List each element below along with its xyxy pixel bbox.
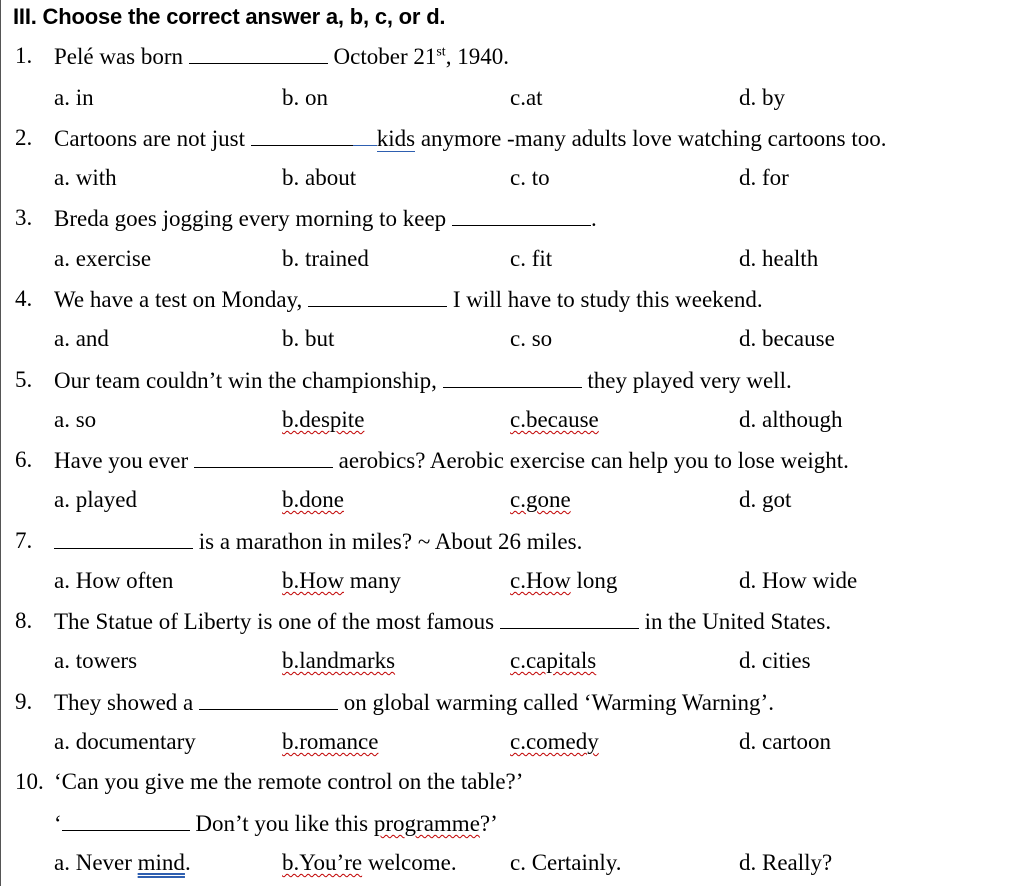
option-b: b. trained: [282, 246, 369, 271]
question-2: [1, 123, 1024, 153]
option-c: c.capitals: [510, 648, 597, 673]
options-1: [1, 83, 1024, 113]
option-d: d. cities: [739, 648, 811, 673]
option-b: b.How many: [282, 568, 401, 593]
option-b: b.done: [282, 487, 344, 512]
question-stem: We have a test on Monday, I will have to study this weekend.: [54, 284, 763, 315]
option-a: a. and: [54, 326, 109, 351]
question-9: [1, 687, 1024, 717]
option-a: a. exercise: [54, 246, 152, 271]
question-stem: Our team couldn’t win the championship, they played very well.: [54, 365, 792, 396]
question-7: [1, 526, 1024, 556]
option-b: b.despite: [282, 407, 365, 432]
option-a: a. towers: [54, 648, 138, 673]
option-c: c.comedy: [510, 729, 599, 754]
answer-blank: [500, 606, 639, 629]
option-b: b.You’re welcome.: [282, 850, 457, 875]
option-b: b.romance: [282, 729, 379, 754]
question-number: 5.: [15, 367, 33, 392]
answer-blank: [443, 365, 582, 388]
option-a: a. with: [54, 165, 117, 190]
question-number: 10.: [15, 769, 44, 794]
options-2: [1, 163, 1024, 193]
option-a: a. played: [54, 487, 138, 512]
option-c: c. Certainly.: [510, 850, 622, 875]
option-a: a. Never mind.: [54, 850, 191, 875]
question-10: [1, 767, 1024, 797]
question-stem-continued: ‘ Don’t you like this programme?’: [54, 808, 498, 839]
answer-blank: [189, 41, 328, 64]
option-d: d. Really?: [739, 850, 833, 875]
options-10: [1, 848, 1024, 878]
question-3: [1, 203, 1024, 233]
section-heading: III. Choose the correct answer a, b, c, or d.: [13, 4, 446, 29]
question-number: 8.: [15, 608, 33, 633]
answer-blank: [251, 123, 353, 146]
option-c: c.How long: [510, 568, 618, 593]
question-4: [1, 284, 1024, 314]
question-stem: Pelé was born October 21st, 1940.: [54, 41, 509, 72]
option-b: b. about: [282, 165, 357, 190]
options-5: [1, 405, 1024, 435]
answer-blank: [54, 526, 193, 549]
question-stem: Breda goes jogging every morning to keep .: [54, 203, 597, 234]
option-b: b.landmarks: [282, 648, 396, 673]
answer-blank: [194, 445, 333, 468]
option-c: c.because: [510, 407, 599, 432]
question-number: 2.: [15, 125, 33, 150]
option-c: c. so: [510, 326, 553, 351]
option-c: c.gone: [510, 487, 571, 512]
option-a: a. How often: [54, 568, 174, 593]
question-stem: Cartoons are not just kids anymore -many adults love watching cartoons too.: [54, 123, 886, 154]
option-d: d. How wide: [739, 568, 858, 593]
options-3: [1, 244, 1024, 274]
answer-blank: [62, 808, 190, 831]
options-6: [1, 485, 1024, 515]
option-c: c. fit: [510, 246, 553, 271]
option-d: d. although: [739, 407, 843, 432]
question-number: 1.: [15, 43, 33, 68]
question-8: [1, 606, 1024, 636]
option-d: d. health: [739, 246, 819, 271]
question-6: [1, 445, 1024, 475]
option-c: c. to: [510, 165, 550, 190]
option-a: a. documentary: [54, 729, 196, 754]
question-10-line-2: [1, 808, 1024, 838]
question-number: 3.: [15, 205, 33, 230]
options-9: [1, 727, 1024, 757]
options-4: [1, 324, 1024, 354]
question-stem: ‘Can you give me the remote control on the table?’: [54, 769, 524, 794]
answer-blank: [452, 203, 591, 226]
question-stem: Have you ever aerobics? Aerobic exercise can help you to lose weight.: [54, 445, 849, 476]
option-d: d. by: [739, 85, 785, 110]
option-d: d. got: [739, 487, 792, 512]
options-7: [1, 566, 1024, 596]
answer-blank: [308, 284, 447, 307]
question-1: [1, 41, 1024, 71]
question-stem: The Statue of Liberty is one of the most famous in the United States.: [54, 606, 831, 637]
question-number: 7.: [15, 528, 33, 553]
question-number: 9.: [15, 689, 33, 714]
question-stem: They showed a on global warming called ‘Warming Warning’.: [54, 687, 774, 718]
option-a: a. in: [54, 85, 94, 110]
question-5: [1, 365, 1024, 395]
question-number: 4.: [15, 286, 33, 311]
option-d: d. for: [739, 165, 789, 190]
question-stem: is a marathon in miles? ~ About 26 miles.: [54, 526, 582, 557]
options-8: [1, 646, 1024, 676]
answer-blank: [199, 687, 338, 710]
option-d: d. because: [739, 326, 835, 351]
question-number: 6.: [15, 447, 33, 472]
option-b: b. on: [282, 85, 328, 110]
option-c: c.at: [510, 85, 543, 110]
option-d: d. cartoon: [739, 729, 831, 754]
option-b: b. but: [282, 326, 335, 351]
option-a: a. so: [54, 407, 97, 432]
